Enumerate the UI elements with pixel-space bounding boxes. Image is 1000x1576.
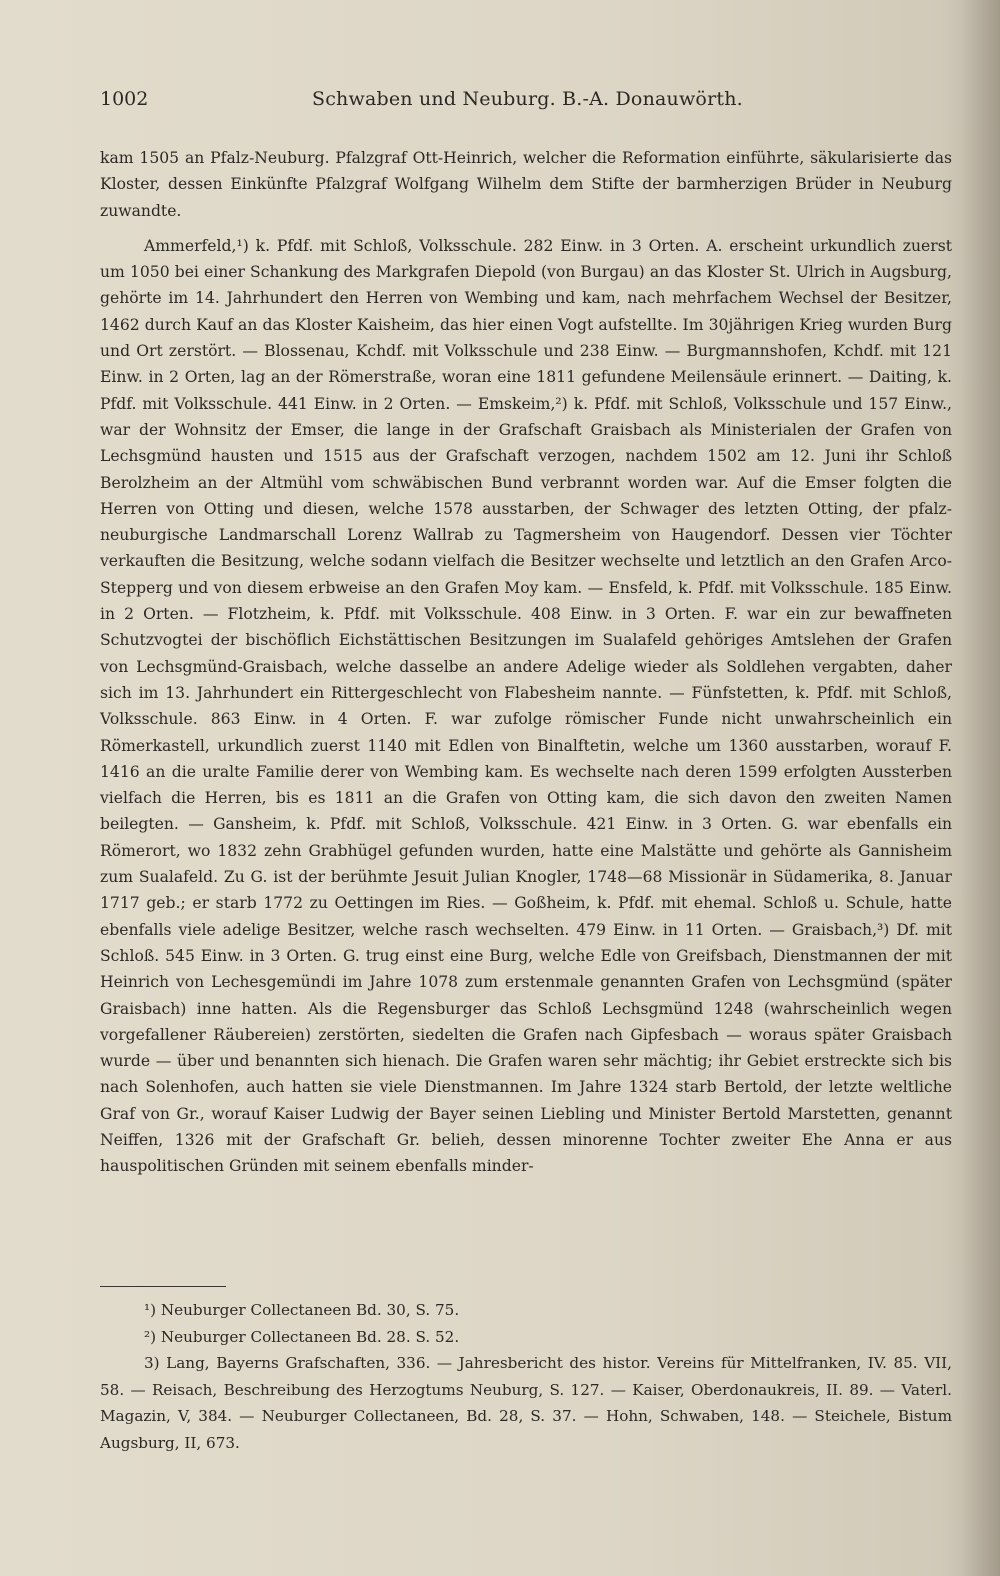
- body-text: [100, 145, 952, 1189]
- page-edge-shadow: [960, 0, 1000, 1576]
- paragraph-continuation: kam 1505 an Pfalz-Neuburg. Pfalzgraf Ott-Heinrich, welcher die Reformation einführte, säkularisierte das Kloster, dessen Einkünfte Pfalzgraf Wolfgang Wilhelm dem Stifte der barmherzigen Brüder in Neuburg zuwandte.: [100, 149, 952, 220]
- paragraph-main: Ammerfeld,¹) k. Pfdf. mit Schloß, Volksschule. 282 Einw. in 3 Orten. A. erscheint urkundlich zuerst um 1050 bei einer Schankung des Markgrafen Diepold (von Burgau) an das Kloster St. Ulrich in Augsburg, gehörte im 14. Jahrhundert den Herren von Wembing und kam, nach mehrfachem Wechsel der Besitzer, 1462 durch Kauf an das Kloster Kaisheim, das hier einen Vogt aufstellte. Im 30jährigen Krieg wurden Burg und Ort zerstört. — Blossenau, Kchdf. mit Volksschule und 238 Einw. — Burgmannshofen, Kchdf. mit 121 Einw. in 2 Orten, lag an der Römerstraße, woran eine 1811 gefundene Meilensäule erinnert. — Daiting, k. Pfdf. mit Volksschule. 441 Einw. in 2 Orten. — Emskeim,²) k. Pfdf. mit Schloß, Volksschule und 157 Einw., war der Wohnsitz der Emser, die lange in der Grafschaft Graisbach als Ministerialen der Grafen von Lechsgmünd hausten und 1515 aus der Grafschaft verzogen, nachdem 1502 am 12. Juni ihr Schloß Berolzheim an der Altmühl vom schwäbischen Bund verbrannt worden war. Auf die Emser folgten die Herren von Otting und diesen, welche 1578 ausstarben, der Schwager des letzten Otting, der pfalz-neuburgische Landmarschall Lorenz Wallrab zu Tagmersheim von Haugendorf. Dessen vier Töchter verkauften die Besitzung, welche sodann vielfach die Besitzer wechselte und letztlich an den Grafen Arco-Stepperg und von diesem erbweise an den Grafen Moy kam. — Ensfeld, k. Pfdf. mit Volksschule. 185 Einw. in 2 Orten. — Flotzheim, k. Pfdf. mit Volksschule. 408 Einw. in 3 Orten. F. war ein zur bewaffneten Schutzvogtei der bischöflich Eichstättischen Besitzungen im Sualafeld gehöriges Amtslehen der Grafen von Lechsgmünd-Graisbach, welche dasselbe an andere Adelige wieder als Soldlehen vergabten, daher sich im 13. Jahrhundert ein Rittergeschlecht von Flabesheim nannte. — Fünfstetten, k. Pfdf. mit Schloß, Volksschule. 863 Einw. in 4 Orten. F. war zufolge römischer Funde nicht unwahrscheinlich ein Römerkastell, urkundlich zuerst 1140 mit Edlen von Binalftetin, welche um 1360 ausstarben, worauf F. 1416 an die uralte Familie derer von Wembing kam. Es wechselte nach deren 1599 erfolgten Aussterben vielfach die Herren, bis es 1811 an die Grafen von Otting kam, die sich davon den zweiten Namen beilegten. — Gansheim, k. Pfdf. mit Schloß, Volksschule. 421 Einw. in 3 Orten. G. war ebenfalls ein Römerort, wo 1832 zehn Grabhügel gefunden wurden, hatte eine Malstätte und gehörte als Gannisheim zum Sualafeld. Zu G. ist der berühmte Jesuit Julian Knogler, 1748—68 Missionär in Südamerika, 8. Januar 1717 geb.; er starb 1772 zu Oettingen im Ries. — Goßheim, k. Pfdf. mit ehemal. Schloß u. Schule, hatte ebenfalls viele adelige Besitzer, welche rasch wechselten. 479 Einw. in 11 Orten. — Graisbach,³) Df. mit Schloß. 545 Einw. in 3 Orten. G. trug einst eine Burg, welche Edle von Greifsbach, Dienstmannen der mit Heinrich von Lechesgemündi im Jahre 1078 zum erstenmale genannten Grafen von Lechsgmünd (später Graisbach) inne hatten. Als die Regensburger das Schloß Lechsgmünd 1248 (wahrscheinlich wegen vorgefallener Räubereien) zerstörten, siedelten die Grafen nach Gipfesbach — woraus später Graisbach wurde — über und benannten sich hienach. Die Grafen waren sehr mächtig; ihr Gebiet erstreckte sich bis nach Solenhofen, auch hatten sie viele Dienstmannen. Im Jahre 1324 starb Bertold, der letzte weltliche Graf von Gr., worauf Kaiser Ludwig der Bayer seinen Liebling und Minister Bertold Marstetten, genannt Neiffen, 1326 mit der Grafschaft Gr. belieh, dessen minorenne Tochter zweiter Ehe Anna er aus hauspolitischen Gründen mit seinem ebenfalls minder-: [100, 236, 952, 1176]
- footnote-3: 3) Lang, Bayerns Grafschaften, 336. — Jahresbericht des histor. Vereins für Mittelfranken, IV. 85. VII, 58. — Reisach, Beschreibung des Herzogtums Neuburg, S. 127. — Kaiser, Oberdonaukreis, II. 89. — Vaterl. Magazin, V, 384. — Neuburger Collectaneen, Bd. 28, S. 37. — Hohn, Schwaben, 148. — Steichele, Bistum Augsburg, II, 673.: [100, 1354, 952, 1452]
- footnotes: [100, 1297, 952, 1456]
- footnote-2: ²) Neuburger Collectaneen Bd. 28. S. 52.: [144, 1327, 460, 1346]
- footnote-divider: [100, 1286, 226, 1287]
- running-title: Schwaben und Neuburg. B.-A. Donauwörth.: [312, 88, 743, 110]
- footnote-1: ¹) Neuburger Collectaneen Bd. 30, S. 75.: [144, 1301, 460, 1319]
- page-number: 1002: [100, 88, 149, 110]
- page-header: [100, 88, 900, 118]
